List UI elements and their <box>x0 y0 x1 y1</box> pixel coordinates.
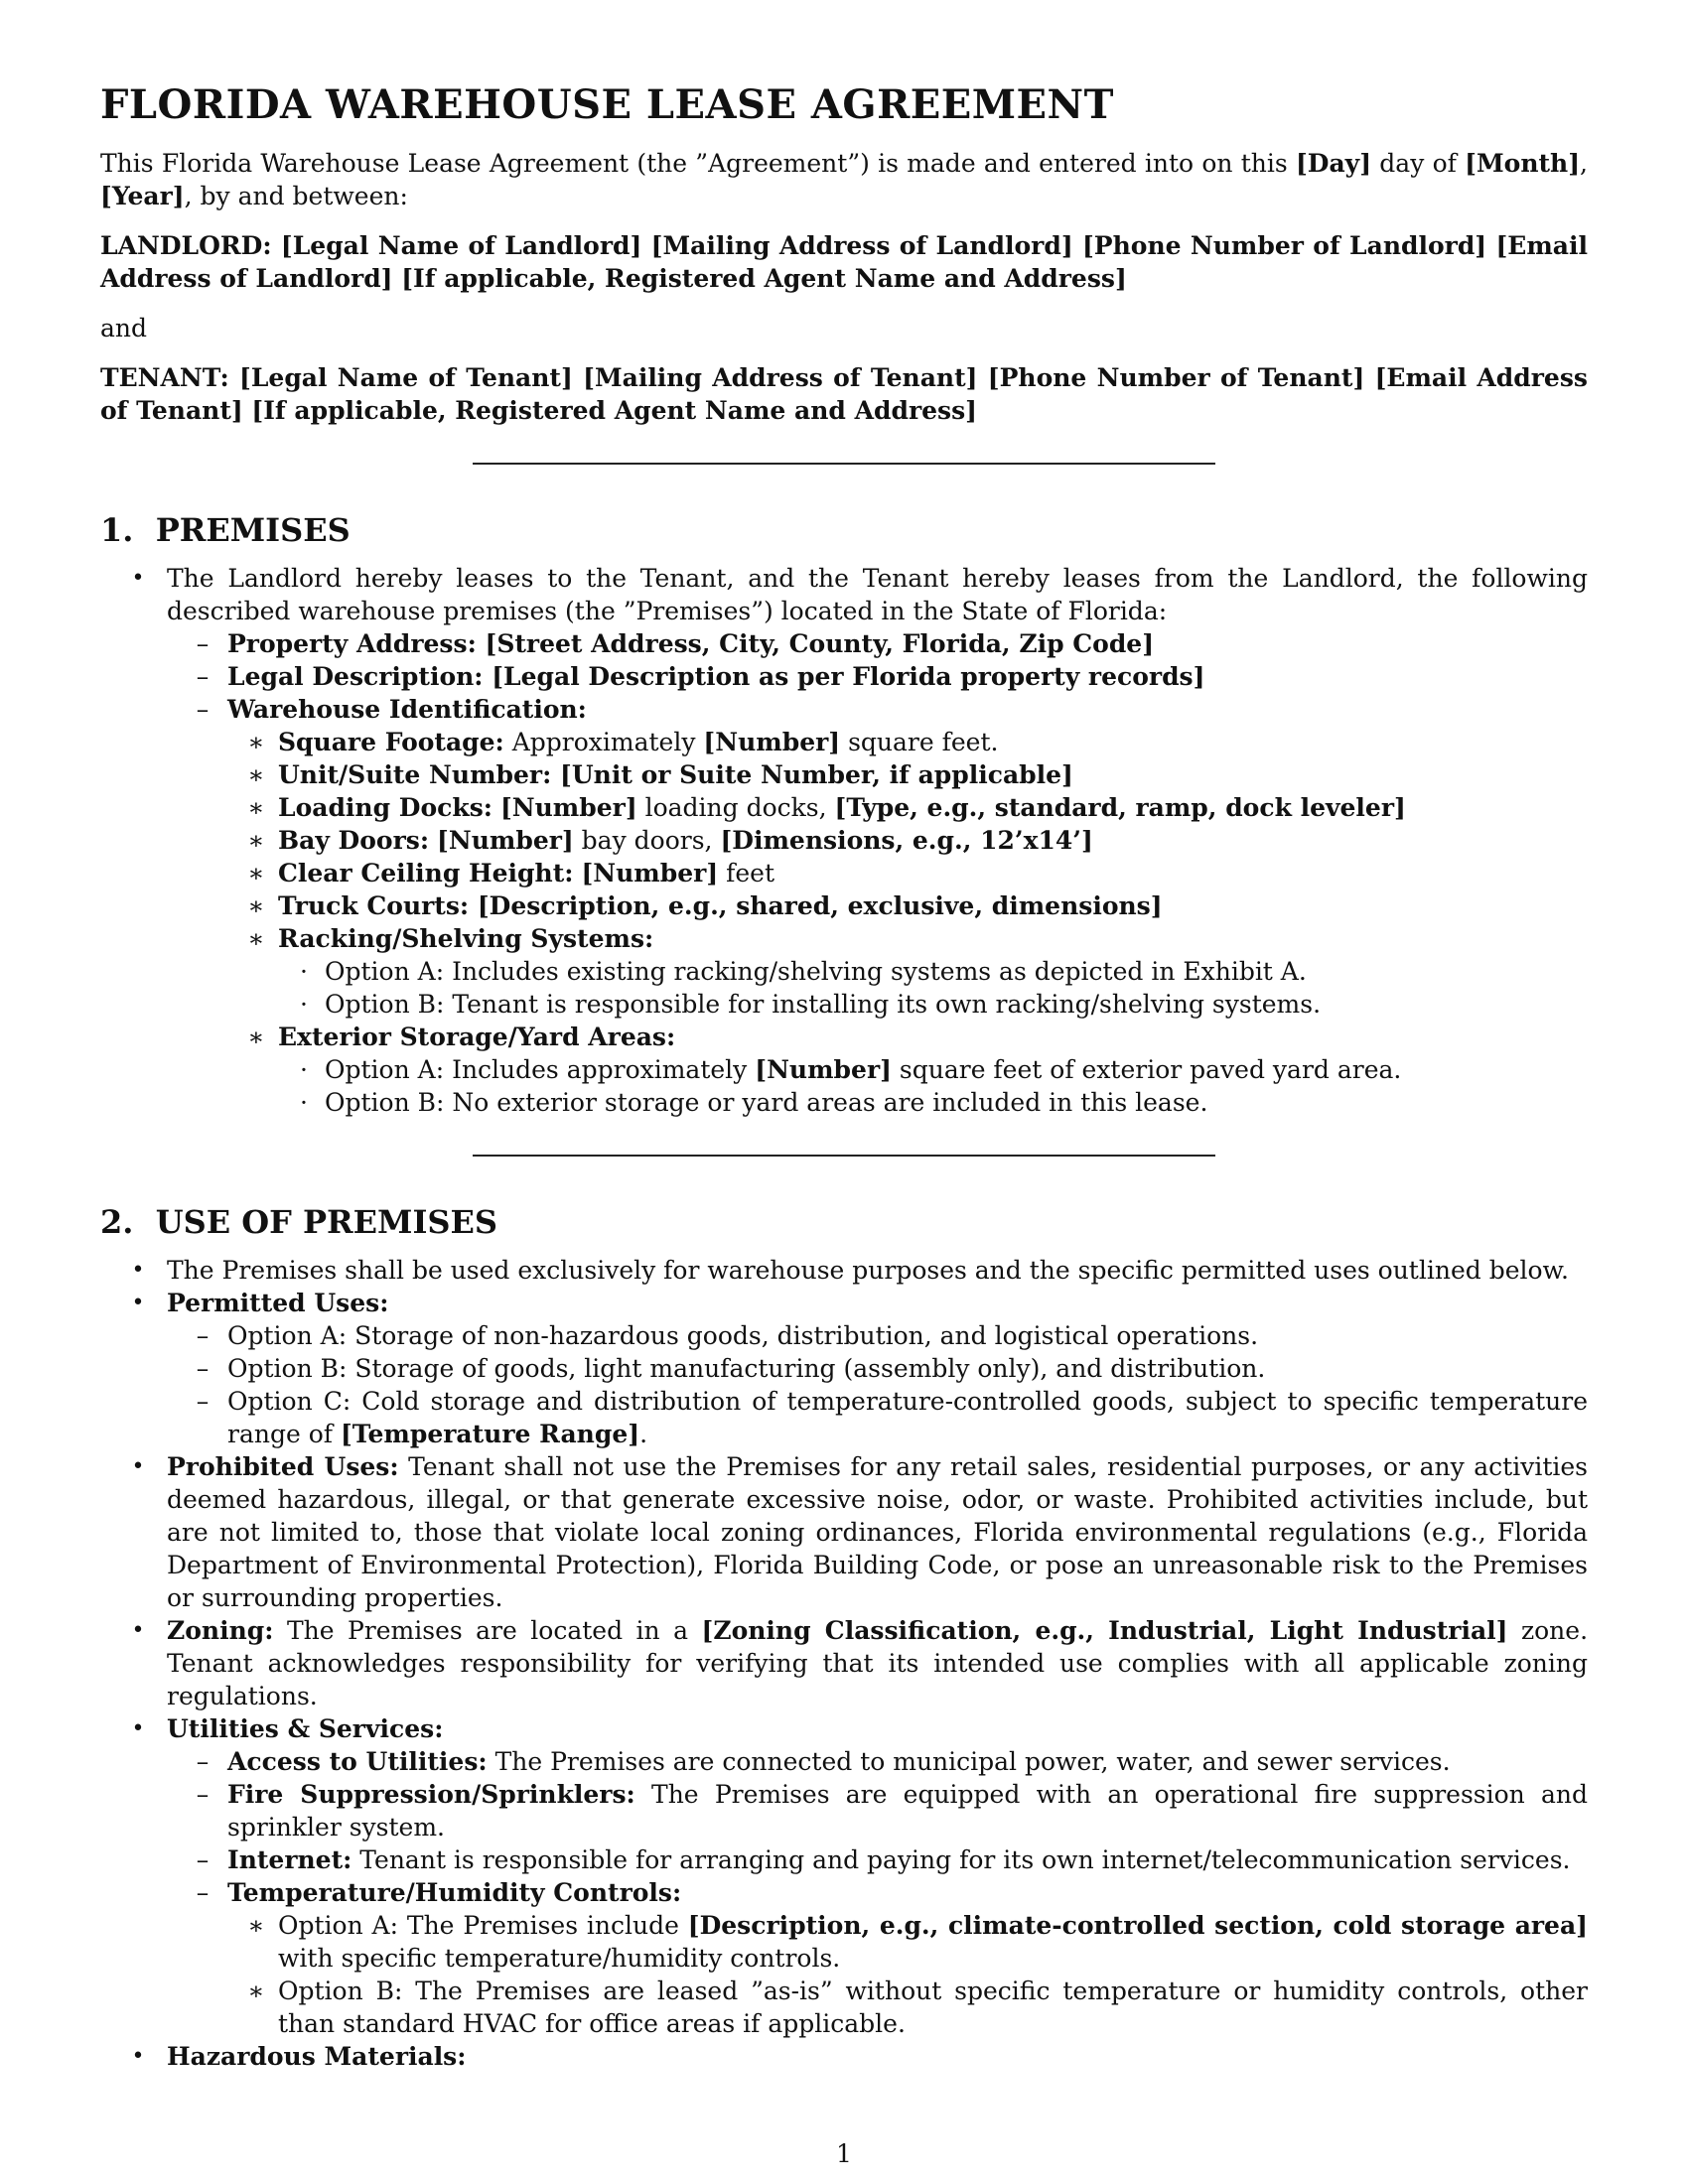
section-heading-premises <box>100 510 1588 550</box>
star-marker: ∗ <box>247 826 265 855</box>
and-text: and <box>100 314 148 342</box>
utilities-label: Utilities & Services: <box>167 1714 444 1743</box>
item-text: The Premises are equipped with an operational fire suppression and sprinkler system. <box>227 1780 1588 1842</box>
item-text: The Premises are connected to municipal power, water, and sewer services. <box>487 1747 1451 1776</box>
dash-marker: – <box>196 1780 210 1809</box>
list-item <box>167 1352 1588 1385</box>
premises-list <box>100 562 1588 1119</box>
section-heading-use-of-premises <box>100 1202 1588 1242</box>
document-page <box>100 79 1588 2073</box>
star-marker: ∗ <box>247 728 265 756</box>
option-text: with specific temperature/humidity controls. <box>278 1944 841 1973</box>
item-label: Temperature/Humidity Controls: <box>227 1878 682 1907</box>
section-title: USE OF PREMISES <box>155 1203 498 1241</box>
list-item <box>100 1287 1588 1450</box>
bullet-marker: • <box>131 1258 145 1283</box>
prohibited-uses-label: Prohibited Uses: <box>167 1452 399 1481</box>
temperature-options <box>227 1909 1588 2040</box>
use-of-premises-list <box>100 1254 1588 2073</box>
list-item <box>167 660 1588 693</box>
option-text: square feet of exterior paved yard area. <box>891 1055 1402 1084</box>
truck-courts: Truck Courts: [Description, e.g., shared, exclusive, dimensions] <box>278 891 1163 920</box>
dash-marker: – <box>196 629 210 658</box>
dash-marker: – <box>196 695 210 724</box>
item-text: bay doors, <box>573 826 721 855</box>
list-item <box>227 726 1588 758</box>
placeholder: [Number] <box>437 826 574 855</box>
option-text: Option B: Tenant is responsible for installing its own racking/shelving systems. <box>325 990 1322 1019</box>
list-item <box>100 562 1588 1119</box>
list-item <box>278 1053 1588 1086</box>
dot-marker: · <box>300 1055 308 1084</box>
property-address: Property Address: [Street Address, City, County, Florida, Zip Code] <box>227 629 1155 658</box>
horizontal-rule <box>473 1155 1215 1157</box>
racking-options <box>278 955 1588 1021</box>
intro-text: day of <box>1371 149 1466 178</box>
list-item <box>167 1843 1588 1876</box>
placeholder: [Type, e.g., standard, ramp, dock leveler] <box>834 793 1406 822</box>
warehouse-identification-label: Warehouse Identification: <box>227 695 587 724</box>
item-label: Fire Suppression/Sprinklers: <box>227 1780 635 1809</box>
dash-marker: – <box>196 1845 210 1874</box>
zoning-text: zone. Tenant acknowledges responsibility for verifying that its intended use complies with all applicable zoning regulations. <box>167 1616 1589 1710</box>
racking-label: Racking/Shelving Systems: <box>278 924 654 953</box>
item-text: Approximately <box>503 728 704 756</box>
list-item <box>100 1254 1588 1287</box>
warehouse-identification-list <box>227 726 1588 1119</box>
document-title: FLORIDA WAREHOUSE LEASE AGREEMENT <box>100 81 1114 128</box>
permitted-uses-label: Permitted Uses: <box>167 1289 389 1317</box>
intro-text: , <box>1580 149 1588 178</box>
hazardous-materials-label: Hazardous Materials: <box>167 2042 467 2071</box>
dash-marker: – <box>196 1387 210 1416</box>
list-item <box>227 1975 1588 2040</box>
legal-description: Legal Description: [Legal Description as per Florida property records] <box>227 662 1205 691</box>
list-item <box>278 955 1588 988</box>
intro-paragraph <box>100 147 1588 212</box>
prohibited-uses-text: Tenant shall not use the Premises for any retail sales, residential purposes, or any activities deemed hazardous, illegal, or that generate excessive noise, odor, or waste. Prohibited activities include, but are not limited to, those that violate local zoning ordinances, Florida environmental regulations (e.g., Florida Department of Environmental Protection), Florida Building Code, or pose an unreasonable risk to the Premises or surrounding properties. <box>167 1452 1588 1612</box>
item-label: Square Footage: <box>278 728 504 756</box>
placeholder: [Zoning Classification, e.g., Industrial, Light Industrial] <box>701 1616 1508 1645</box>
intro-text: This Florida Warehouse Lease Agreement (the ”Agreement”) is made and entered into on this <box>100 149 1296 178</box>
dash-marker: – <box>196 662 210 691</box>
month-placeholder: [Month] <box>1465 149 1581 178</box>
option-text: Option A: Includes approximately <box>325 1055 756 1084</box>
star-marker: ∗ <box>247 1911 265 1940</box>
list-item <box>100 1712 1588 2040</box>
horizontal-rule <box>473 463 1215 465</box>
star-marker: ∗ <box>247 793 265 822</box>
list-item <box>227 791 1588 824</box>
page-number: 1 <box>836 2139 852 2168</box>
bullet-marker: • <box>131 2044 145 2069</box>
item-label: Clear Ceiling Height: <box>278 859 574 887</box>
intro-text: , by and between: <box>184 182 408 210</box>
list-item <box>167 1745 1588 1778</box>
placeholder: [Number] <box>581 859 719 887</box>
option-text: Option A: Storage of non-hazardous goods, distribution, and logistical operations. <box>227 1321 1259 1350</box>
item-label: Internet: <box>227 1845 352 1874</box>
placeholder: [Number] <box>703 728 841 756</box>
list-item <box>167 1385 1588 1450</box>
premises-sublist <box>167 627 1588 1119</box>
option-text: Option B: The Premises are leased ”as-is” without specific temperature or humidity controls, other than standard HVAC for office areas if applicable. <box>278 1977 1588 2038</box>
item-text: feet <box>718 859 774 887</box>
utilities-list <box>167 1745 1588 2040</box>
option-text: . <box>639 1420 648 1448</box>
section-number: 2. <box>100 1203 134 1241</box>
item-text <box>492 793 500 822</box>
star-marker: ∗ <box>247 859 265 887</box>
dash-marker: – <box>196 1321 210 1350</box>
item-label: Loading Docks: <box>278 793 492 822</box>
star-marker: ∗ <box>247 924 265 953</box>
use-intro: The Premises shall be used exclusively for warehouse purposes and the specific permitted uses outlined below. <box>167 1256 1569 1285</box>
list-item <box>227 922 1588 1021</box>
list-item <box>227 857 1588 889</box>
bullet-marker: • <box>131 1716 145 1741</box>
dot-marker: · <box>300 957 308 986</box>
list-item <box>100 1614 1588 1712</box>
option-text: Option C: Cold storage and distribution of temperature-controlled goods, subject to specific temperature range of <box>227 1387 1588 1448</box>
star-marker: ∗ <box>247 760 265 789</box>
list-item <box>167 627 1588 660</box>
list-item <box>167 1876 1588 2040</box>
premises-intro: The Landlord hereby leases to the Tenant, and the Tenant hereby leases from the Landlord, the following described warehouse premises (the ”Premises”) located in the State of Florida: <box>167 564 1588 625</box>
bullet-marker: • <box>131 1618 145 1643</box>
list-item <box>278 988 1588 1021</box>
bullet-marker: • <box>131 566 145 591</box>
zoning-text: The Premises are located in a <box>273 1616 702 1645</box>
option-text: Option A: The Premises include <box>278 1911 688 1940</box>
tenant-block: TENANT: [Legal Name of Tenant] [Mailing Address of Tenant] [Phone Number of Tenant] [Email Address of Tenant] [If applicable, Registered Agent Name and Address] <box>100 363 1588 425</box>
list-item <box>167 1319 1588 1352</box>
bullet-marker: • <box>131 1454 145 1479</box>
year-placeholder: [Year] <box>100 182 185 210</box>
list-item <box>167 693 1588 1119</box>
list-item <box>227 1909 1588 1975</box>
section-title: PREMISES <box>155 511 351 549</box>
placeholder: [Dimensions, e.g., 12’x14’] <box>720 826 1093 855</box>
list-item <box>227 824 1588 857</box>
placeholder: [Description, e.g., climate-controlled section, cold storage area] <box>687 1911 1588 1940</box>
option-text: Option A: Includes existing racking/shelving systems as depicted in Exhibit A. <box>325 957 1307 986</box>
zoning-label: Zoning: <box>167 1616 274 1645</box>
item-text: square feet. <box>840 728 999 756</box>
day-placeholder: [Day] <box>1295 149 1372 178</box>
list-item <box>100 2040 1588 2073</box>
item-label: Bay Doors: <box>278 826 430 855</box>
list-item <box>100 1450 1588 1614</box>
option-text: Option B: No exterior storage or yard areas are included in this lease. <box>325 1088 1208 1117</box>
list-item <box>227 758 1588 791</box>
placeholder: [Number] <box>499 793 637 822</box>
star-marker: ∗ <box>247 1023 265 1051</box>
dot-marker: · <box>300 990 308 1019</box>
star-marker: ∗ <box>247 1977 265 2005</box>
landlord-block: LANDLORD: [Legal Name of Landlord] [Mailing Address of Landlord] [Phone Number of Landlord] [Email Address of Landlord] [If applicable, Registered Agent Name and Address] <box>100 231 1588 293</box>
list-item <box>167 1778 1588 1843</box>
dash-marker: – <box>196 1878 210 1907</box>
permitted-uses-options <box>167 1319 1588 1450</box>
star-marker: ∗ <box>247 891 265 920</box>
dot-marker: · <box>300 1088 308 1117</box>
list-item <box>227 1021 1588 1119</box>
list-item <box>227 889 1588 922</box>
placeholder: [Number] <box>755 1055 892 1084</box>
list-item <box>278 1086 1588 1119</box>
dash-marker: – <box>196 1354 210 1383</box>
exterior-options <box>278 1053 1588 1119</box>
item-text: loading docks, <box>636 793 835 822</box>
placeholder: [Temperature Range] <box>340 1420 640 1448</box>
dash-marker: – <box>196 1747 210 1776</box>
option-text: Option B: Storage of goods, light manufacturing (assembly only), and distribution. <box>227 1354 1266 1383</box>
item-text: Tenant is responsible for arranging and paying for its own internet/telecommunication services. <box>352 1845 1571 1874</box>
exterior-label: Exterior Storage/Yard Areas: <box>278 1023 676 1051</box>
bullet-marker: • <box>131 1291 145 1315</box>
unit-suite-number: Unit/Suite Number: [Unit or Suite Number, if applicable] <box>278 760 1073 789</box>
item-label: Access to Utilities: <box>227 1747 488 1776</box>
section-number: 1. <box>100 511 134 549</box>
item-text <box>429 826 437 855</box>
